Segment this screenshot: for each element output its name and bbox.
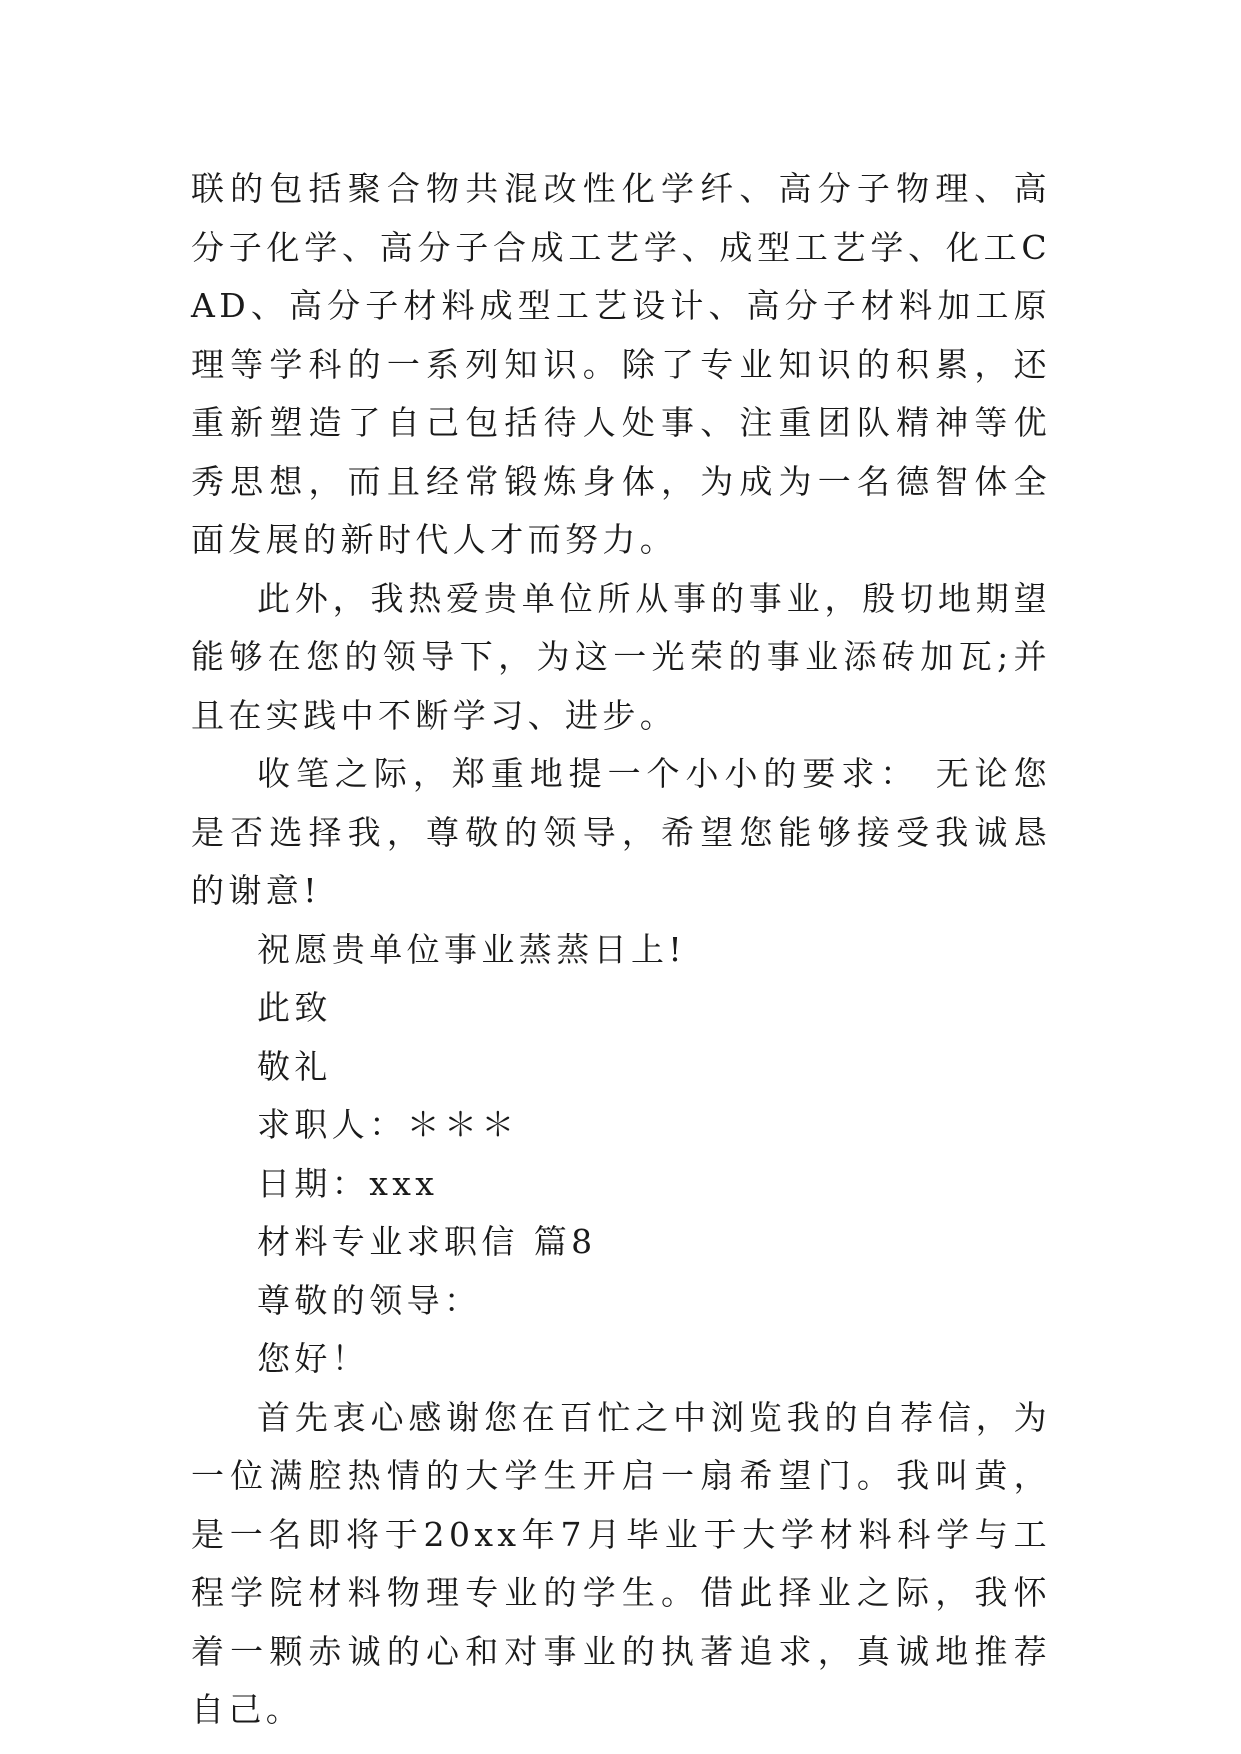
- date-line: 日期：xxx: [257, 1163, 439, 1203]
- salutation-cizhi: 此致: [257, 988, 332, 1027]
- section-title: 材料专业求职信 篇8: [257, 1222, 597, 1261]
- paragraph-passion: 此外，我热爱贵单位所从事的事业，殷切地期望能够在您的领导下，为这一光荣的事业添砖加瓦;并且在实践中不断学习、进步。: [191, 578, 1051, 735]
- document-page: [191, 160, 1051, 1740]
- applicant-signature: 求职人：＊＊＊: [257, 1105, 519, 1144]
- salutation-jingli: 敬礼: [257, 1046, 332, 1086]
- paragraph-introduction: 首先衷心感谢您在百忙之中浏览我的自荐信，为一位满腔热情的大学生开启一扇希望门。我叫黄，是一名即将于20xx年7月毕业于大学材料科学与工程学院材料物理专业的学生。借此择业之际，我怀着一颗赤诚的心和对事业的执著追求，真诚地推荐自己。: [191, 1397, 1051, 1729]
- paragraph-education: 联的包括聚合物共混改性化学纤、高分子物理、高分子化学、高分子合成工艺学、成型工艺学、化工CAD、高分子材料成型工艺设计、高分子材料加工原理等学科的一系列知识。除了专业知识的积累，还重新塑造了自己包括待人处事、注重团队精神等优秀思想，而且经常锻炼身体，为成为一名德智体全面发展的新时代人才而努力。: [191, 169, 1051, 559]
- greeting-recipient: 尊敬的领导：: [257, 1280, 482, 1320]
- blessing-line: 祝愿贵单位事业蒸蒸日上!: [257, 929, 687, 969]
- greeting-hello: 您好！: [257, 1339, 370, 1378]
- paragraph-closing-request: 收笔之际，郑重地提一个小小的要求： 无论您是否选择我，尊敬的领导，希望您能够接受我诚恳的谢意!: [191, 754, 1051, 910]
